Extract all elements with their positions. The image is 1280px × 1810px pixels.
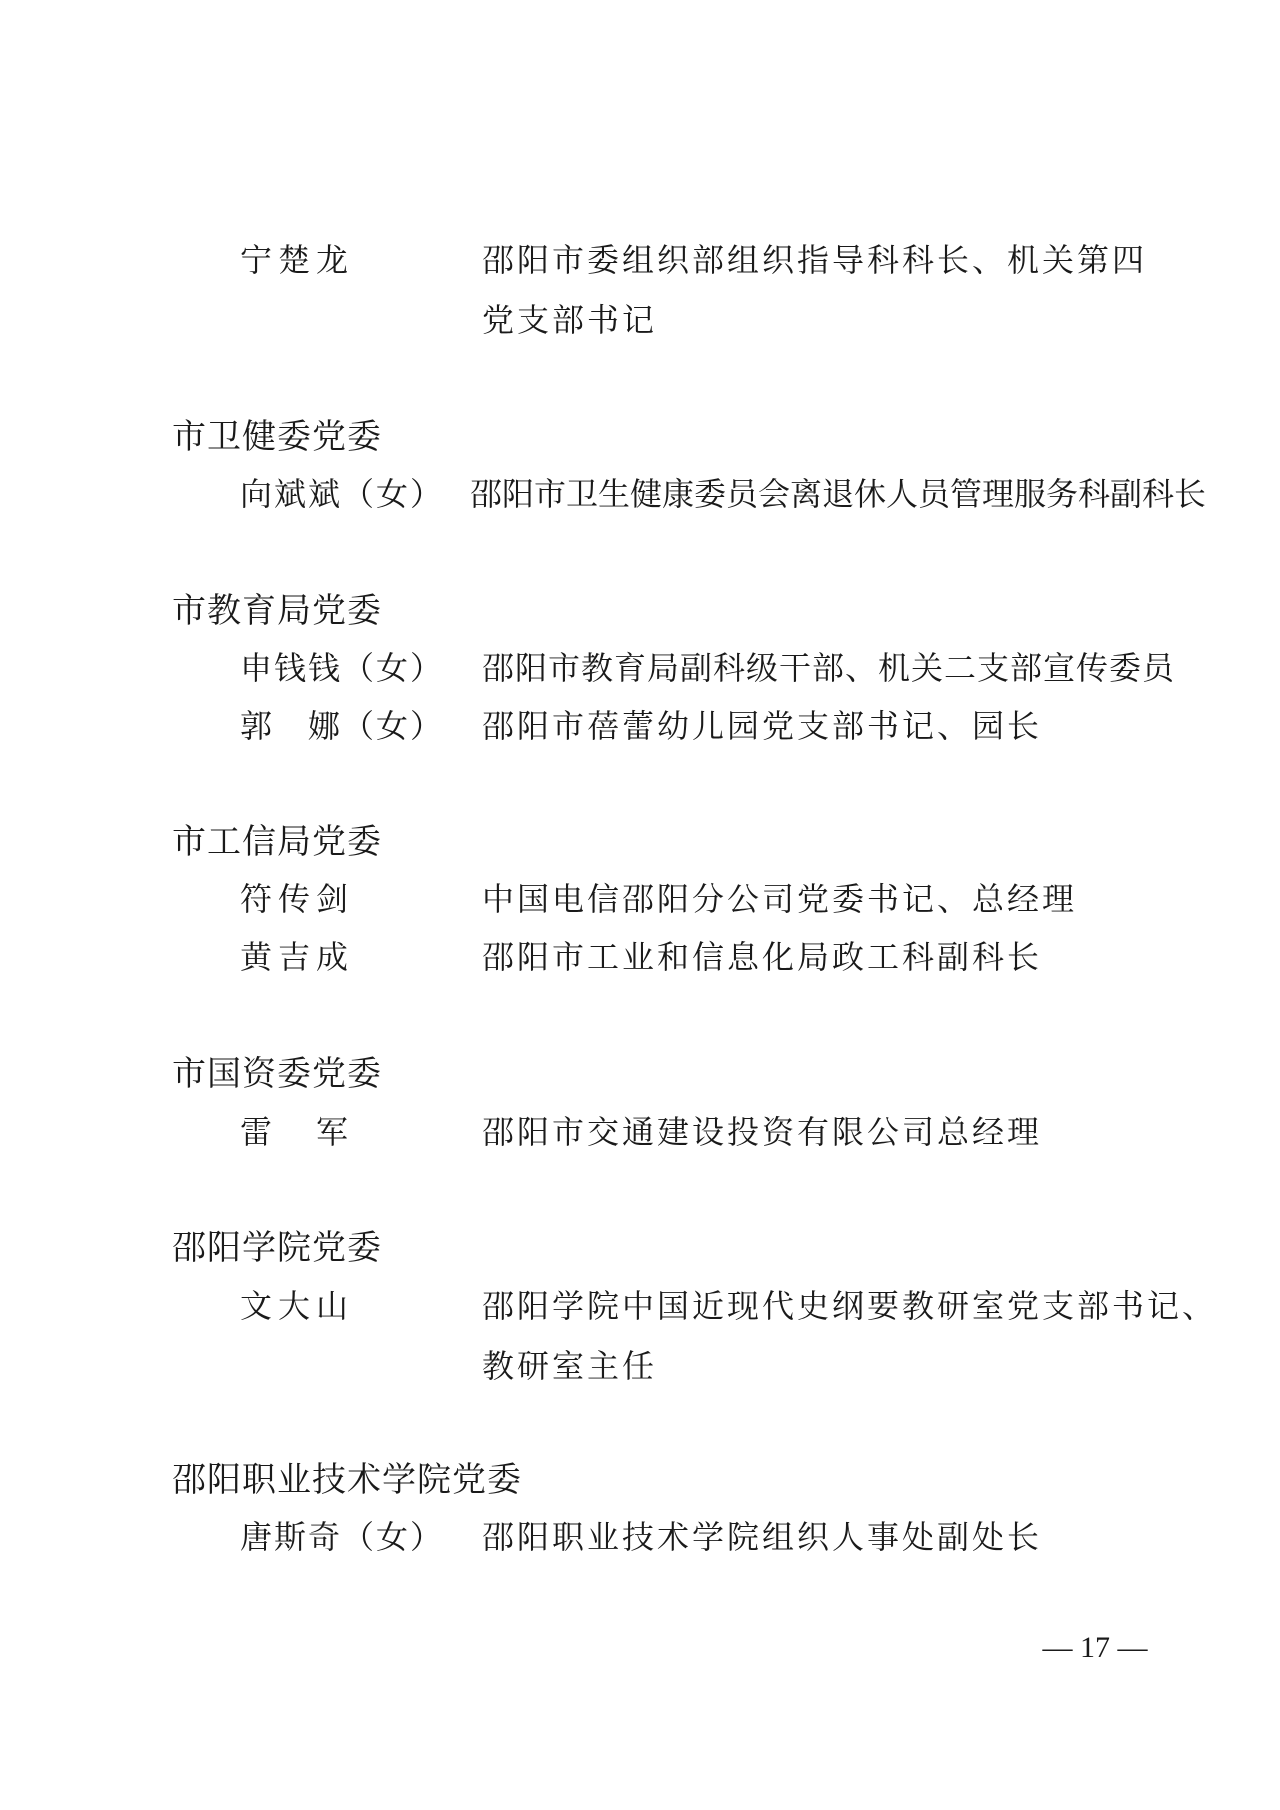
org-heading: 市工信局党委: [172, 822, 382, 862]
person-position: [482, 1517, 1162, 1577]
position-line: 中国电信邵阳分公司党委书记、总经理: [482, 880, 1078, 918]
person-position: [482, 1286, 1218, 1406]
person-position: [482, 706, 1162, 766]
position-line: 党支部书记: [482, 301, 658, 339]
page-number: — 17 —: [1042, 1631, 1148, 1664]
position-line: 邵阳市工业和信息化局政工科副科长: [482, 938, 1043, 976]
org-heading: 市国资委党委: [172, 1054, 382, 1094]
position-line: 邵阳市蓓蕾幼儿园党支部书记、园长: [482, 707, 1043, 745]
person-name: 唐斯奇（女）: [240, 1518, 445, 1556]
position-line: 邵阳市卫生健康委员会离退休人员管理服务科副科长: [470, 475, 1207, 513]
org-heading: 邵阳职业技术学院党委: [172, 1460, 522, 1500]
person-name: 申钱钱（女）: [240, 649, 445, 687]
org-heading: 市教育局党委: [172, 591, 382, 631]
person-position: [482, 648, 1176, 708]
person-name: 黄吉成: [240, 938, 355, 976]
position-line: 邵阳市交通建设投资有限公司总经理: [482, 1113, 1043, 1151]
position-line: 邵阳市教育局副科级干部、机关二支部宣传委员: [482, 649, 1176, 687]
person-position: [470, 474, 1207, 534]
person-name: 郭 娜（女）: [240, 707, 445, 745]
org-heading: 市卫健委党委: [172, 417, 382, 457]
position-line: 邵阳职业技术学院组织人事处副处长: [482, 1518, 1043, 1556]
position-line: 邵阳市委组织部组织指导科科长、机关第四: [482, 241, 1148, 279]
person-position: [482, 1112, 1162, 1172]
position-line: 邵阳学院中国近现代史纲要教研室党支部书记、: [482, 1287, 1218, 1325]
person-name: 向斌斌（女）: [240, 475, 445, 513]
person-name: 文大山: [240, 1287, 355, 1325]
person-name: 雷 军: [240, 1113, 355, 1151]
position-line: 教研室主任: [482, 1347, 658, 1385]
person-position: [482, 937, 1162, 997]
person-position: [482, 879, 1162, 939]
org-heading: 邵阳学院党委: [172, 1228, 382, 1268]
person-position: [482, 240, 1162, 360]
person-name: 宁楚龙: [240, 241, 355, 279]
person-name: 符传剑: [240, 880, 355, 918]
